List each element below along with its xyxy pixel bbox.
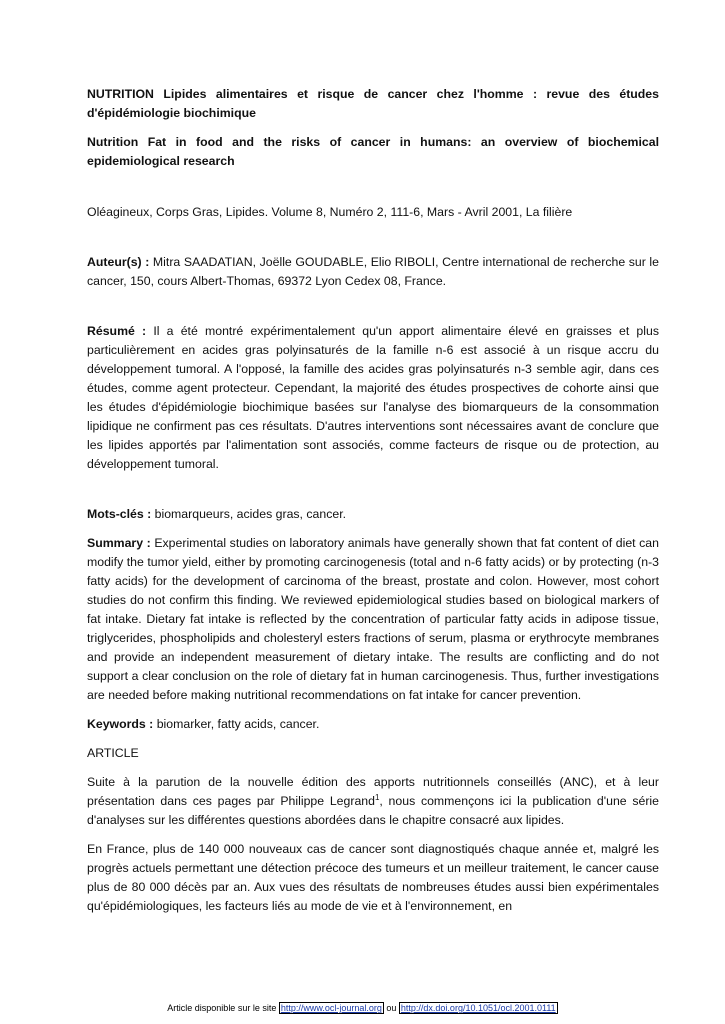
journal-citation: Oléagineux, Corps Gras, Lipides. Volume 8, Numéro 2, 111-6, Mars - Avril 2001, La filière	[87, 205, 573, 219]
mots-cles-label: Mots-clés :	[87, 507, 152, 521]
para1-text-before: Suite à la parution de la nouvelle édition des apports nutritionnels conseillés (ANC), et à leur présentation dans ces pages par Philippe Legrand	[87, 775, 659, 808]
document-page	[87, 85, 659, 916]
title-english: Nutrition Fat in food and the risks of cancer in humans: an overview of biochemical epidemiological research	[87, 135, 659, 168]
summary-paragraph	[87, 534, 659, 705]
resume-label: Résumé :	[87, 324, 147, 338]
footer-link-journal[interactable]: http://www.ocl-journal.org	[280, 1003, 382, 1013]
footer-availability	[0, 1003, 725, 1013]
mots-cles-paragraph	[87, 505, 659, 524]
footnote-ref[interactable]: 1	[374, 792, 380, 802]
mots-cles-text: biomarqueurs, acides gras, cancer.	[151, 507, 347, 521]
authors-text: Mitra SAADATIAN, Joëlle GOUDABLE, Elio RIBOLI, Centre international de recherche sur le cancer, 150, cours Albert-Thomas, 69372 Lyon Cedex 08, France.	[87, 255, 659, 288]
keywords-paragraph	[87, 715, 659, 734]
para1-text-after: , nous commençons ici la publication d'une série d'analyses sur les différentes questions abordées dans le chapitre consacré aux lipides.	[87, 794, 660, 827]
footer-middle: ou	[383, 1003, 399, 1013]
resume-paragraph	[87, 322, 659, 474]
summary-text: Experimental studies on laboratory animals have generally shown that fat content of diet can modify the tumor yield, either by promoting carcinogenesis (total and n-6 fatty acids) or by protecting (n-3 fatty acids) for the development of carcinoma of the breast, prostate and colon. However, most cohort studies do not confirm this finding. We reviewed epidemiological studies based on biological markers of fat intake. Dietary fat intake is reflected by the concentration of particular fatty acids in adipose tissue, triglycerides, phospholipids and cholesteryl esters fractions of serum, plasma or erythrocyte membranes and provide an independent measurement of dietary intake. The results are conflicting and do not support a clear conclusion on the role of dietary fat in human carcinogenesis. Thus, further investigations are needed before making nutritional recommendations on fat intake for cancer prevention.	[87, 536, 659, 702]
body-paragraph-2: En France, plus de 140 000 nouveaux cas de cancer sont diagnostiqués chaque année et, malgré les progrès actuels permettant une détection précoce des tumeurs et un meilleur traitement, le cancer cause plus de 80 000 décès par an. Aux vues des résultats de nombreuses études aussi bien expérimentales qu'épidémiologiques, les facteurs liés au mode de vie et à l'environnement, en	[87, 842, 659, 913]
keywords-label: Keywords :	[87, 717, 154, 731]
authors-paragraph	[87, 253, 659, 291]
footer-prefix: Article disponible sur le site	[167, 1003, 279, 1013]
article-heading: ARTICLE	[87, 746, 139, 760]
summary-label: Summary :	[87, 536, 151, 550]
body-paragraph-1	[87, 773, 659, 830]
footer-link-doi[interactable]: http://dx.doi.org/10.1051/ocl.2001.0111	[400, 1003, 556, 1013]
title-french: NUTRITION Lipides alimentaires et risque de cancer chez l'homme : revue des études d'épidémiologie biochimique	[87, 87, 659, 120]
keywords-text: biomarker, fatty acids, cancer.	[153, 717, 320, 731]
resume-text: Il a été montré expérimentalement qu'un apport alimentaire élevé en graisses et plus particulièrement en acides gras polyinsaturés de la famille n-6 est associé à un risque accru du développement tumoral. A l'opposé, la famille des acides gras polyinsaturés n-3 semble agir, dans ces études, comme agent protecteur. Cependant, la majorité des études prospectives de cohorte ainsi que les études d'épidémiologie biochimique basées sur l'analyse des biomarqueurs de la consommation lipidique ne confirment pas ces résultats. D'autres interventions sont nécessaires avant de conclure que les lipides apportés par l'alimentation sont associés, comme facteurs de risque ou de protection, au développement tumoral.	[87, 324, 659, 471]
authors-label: Auteur(s) :	[87, 255, 150, 269]
